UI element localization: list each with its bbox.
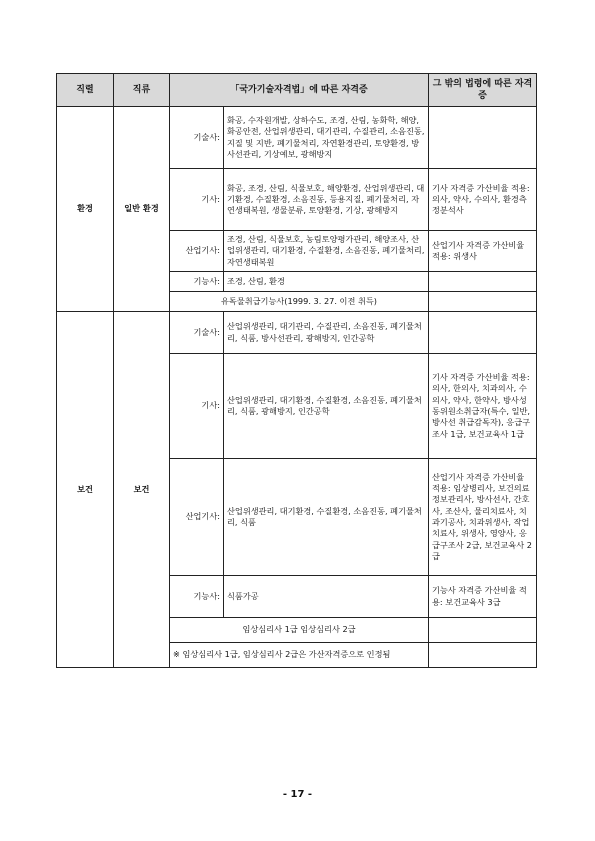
other-cert: 산업기사 자격증 가산비율 적용: 위생사 — [429, 231, 537, 272]
type-env: 일반 환경 — [114, 107, 170, 312]
type-health: 보건 — [114, 312, 170, 668]
table-row — [57, 312, 537, 354]
grade-label: 기술사: — [170, 312, 224, 354]
other-cert: 산업기사 자격증 가산비율 적용: 임상병리사, 보건의료정보관리사, 방사선사, 간호사, 조산사, 물리치료사, 치과기공사, 치과위생사, 작업치료사, 위생사, 영양사, 응급구조사 2급, 보건교육사 2급 — [429, 459, 537, 576]
header-series: 직렬 — [57, 74, 114, 107]
cert-list: 산업위생관리, 대기관리, 수질관리, 소음진동, 폐기물처리, 식품, 방사선관리, 광해방지, 인간공학 — [224, 312, 429, 354]
header-type: 직류 — [114, 74, 170, 107]
cert-list: 산업위생관리, 대기환경, 수질환경, 소음진동, 폐기물처리, 식품 — [224, 459, 429, 576]
other-cert — [429, 618, 537, 643]
env-note: 유독물취급기능사(1999. 3. 27. 이전 취득) — [170, 292, 429, 312]
grade-label: 기사: — [170, 169, 224, 231]
grade-label: 기능사: — [170, 576, 224, 618]
other-cert: 기사 자격증 가산비율 적용: 의사, 약사, 수의사, 환경측정분석사 — [429, 169, 537, 231]
header-other-cert: 그 밖의 법령에 따른 자격증 — [429, 74, 537, 107]
series-health: 보건 — [57, 312, 114, 668]
other-cert — [429, 292, 537, 312]
health-note-2: ※ 임상심리사 1급, 임상심리사 2급은 가산자격증으로 인정됨 — [170, 643, 429, 668]
cert-list: 화공, 조경, 산림, 식물보호, 해양환경, 산업위생관리, 대기환경, 수질환경, 소음진동, 등용지질, 폐기물처리, 자연생태복원, 생물분류, 토양환경, 기상, 광해방지 — [224, 169, 429, 231]
other-cert — [429, 312, 537, 354]
health-note-1: 임상심리사 1급 임상심리사 2급 — [170, 618, 429, 643]
header-national-cert: 「국가기술자격법」에 따른 자격증 — [170, 74, 429, 107]
cert-list: 조경, 산림, 환경 — [224, 272, 429, 292]
table-row — [57, 107, 537, 169]
series-env: 환경 — [57, 107, 114, 312]
other-cert — [429, 272, 537, 292]
cert-list: 화공, 수자원개발, 상하수도, 조경, 산림, 농화학, 해양, 화공안전, 산업위생관리, 대기관리, 수질관리, 소음진동, 지질 및 지반, 폐기물처리, 자연환경관리, 토양환경, 방사선관리, 기상예보, 광해방지 — [224, 107, 429, 169]
header-row — [57, 74, 537, 107]
grade-label: 기능사: — [170, 272, 224, 292]
cert-list: 식품가공 — [224, 576, 429, 618]
qualification-table — [56, 73, 537, 668]
grade-label: 기술사: — [170, 107, 224, 169]
other-cert: 기능사 자격증 가산비율 적용: 보건교육사 3급 — [429, 576, 537, 618]
cert-list: 산업위생관리, 대기환경, 수질환경, 소음진동, 폐기물처리, 식품, 광해방지, 인간공학 — [224, 354, 429, 459]
grade-label: 산업기사: — [170, 231, 224, 272]
other-cert: 기사 자격증 가산비율 적용: 의사, 한의사, 치과의사, 수의사, 약사, 한약사, 방사성동위원소취급자(특수, 일반, 방사선 취급감독자), 응급구조사 1급, 보건교육사 1급 — [429, 354, 537, 459]
cert-list: 조경, 산림, 식물보호, 농림토양평가관리, 해양조사, 산업위생관리, 대기환경, 수질환경, 소음진동, 폐기물처리, 자연생태복원 — [224, 231, 429, 272]
grade-label: 기사: — [170, 354, 224, 459]
other-cert — [429, 643, 537, 668]
page-number: - 17 - — [282, 789, 313, 800]
other-cert — [429, 107, 537, 169]
grade-label: 산업기사: — [170, 459, 224, 576]
